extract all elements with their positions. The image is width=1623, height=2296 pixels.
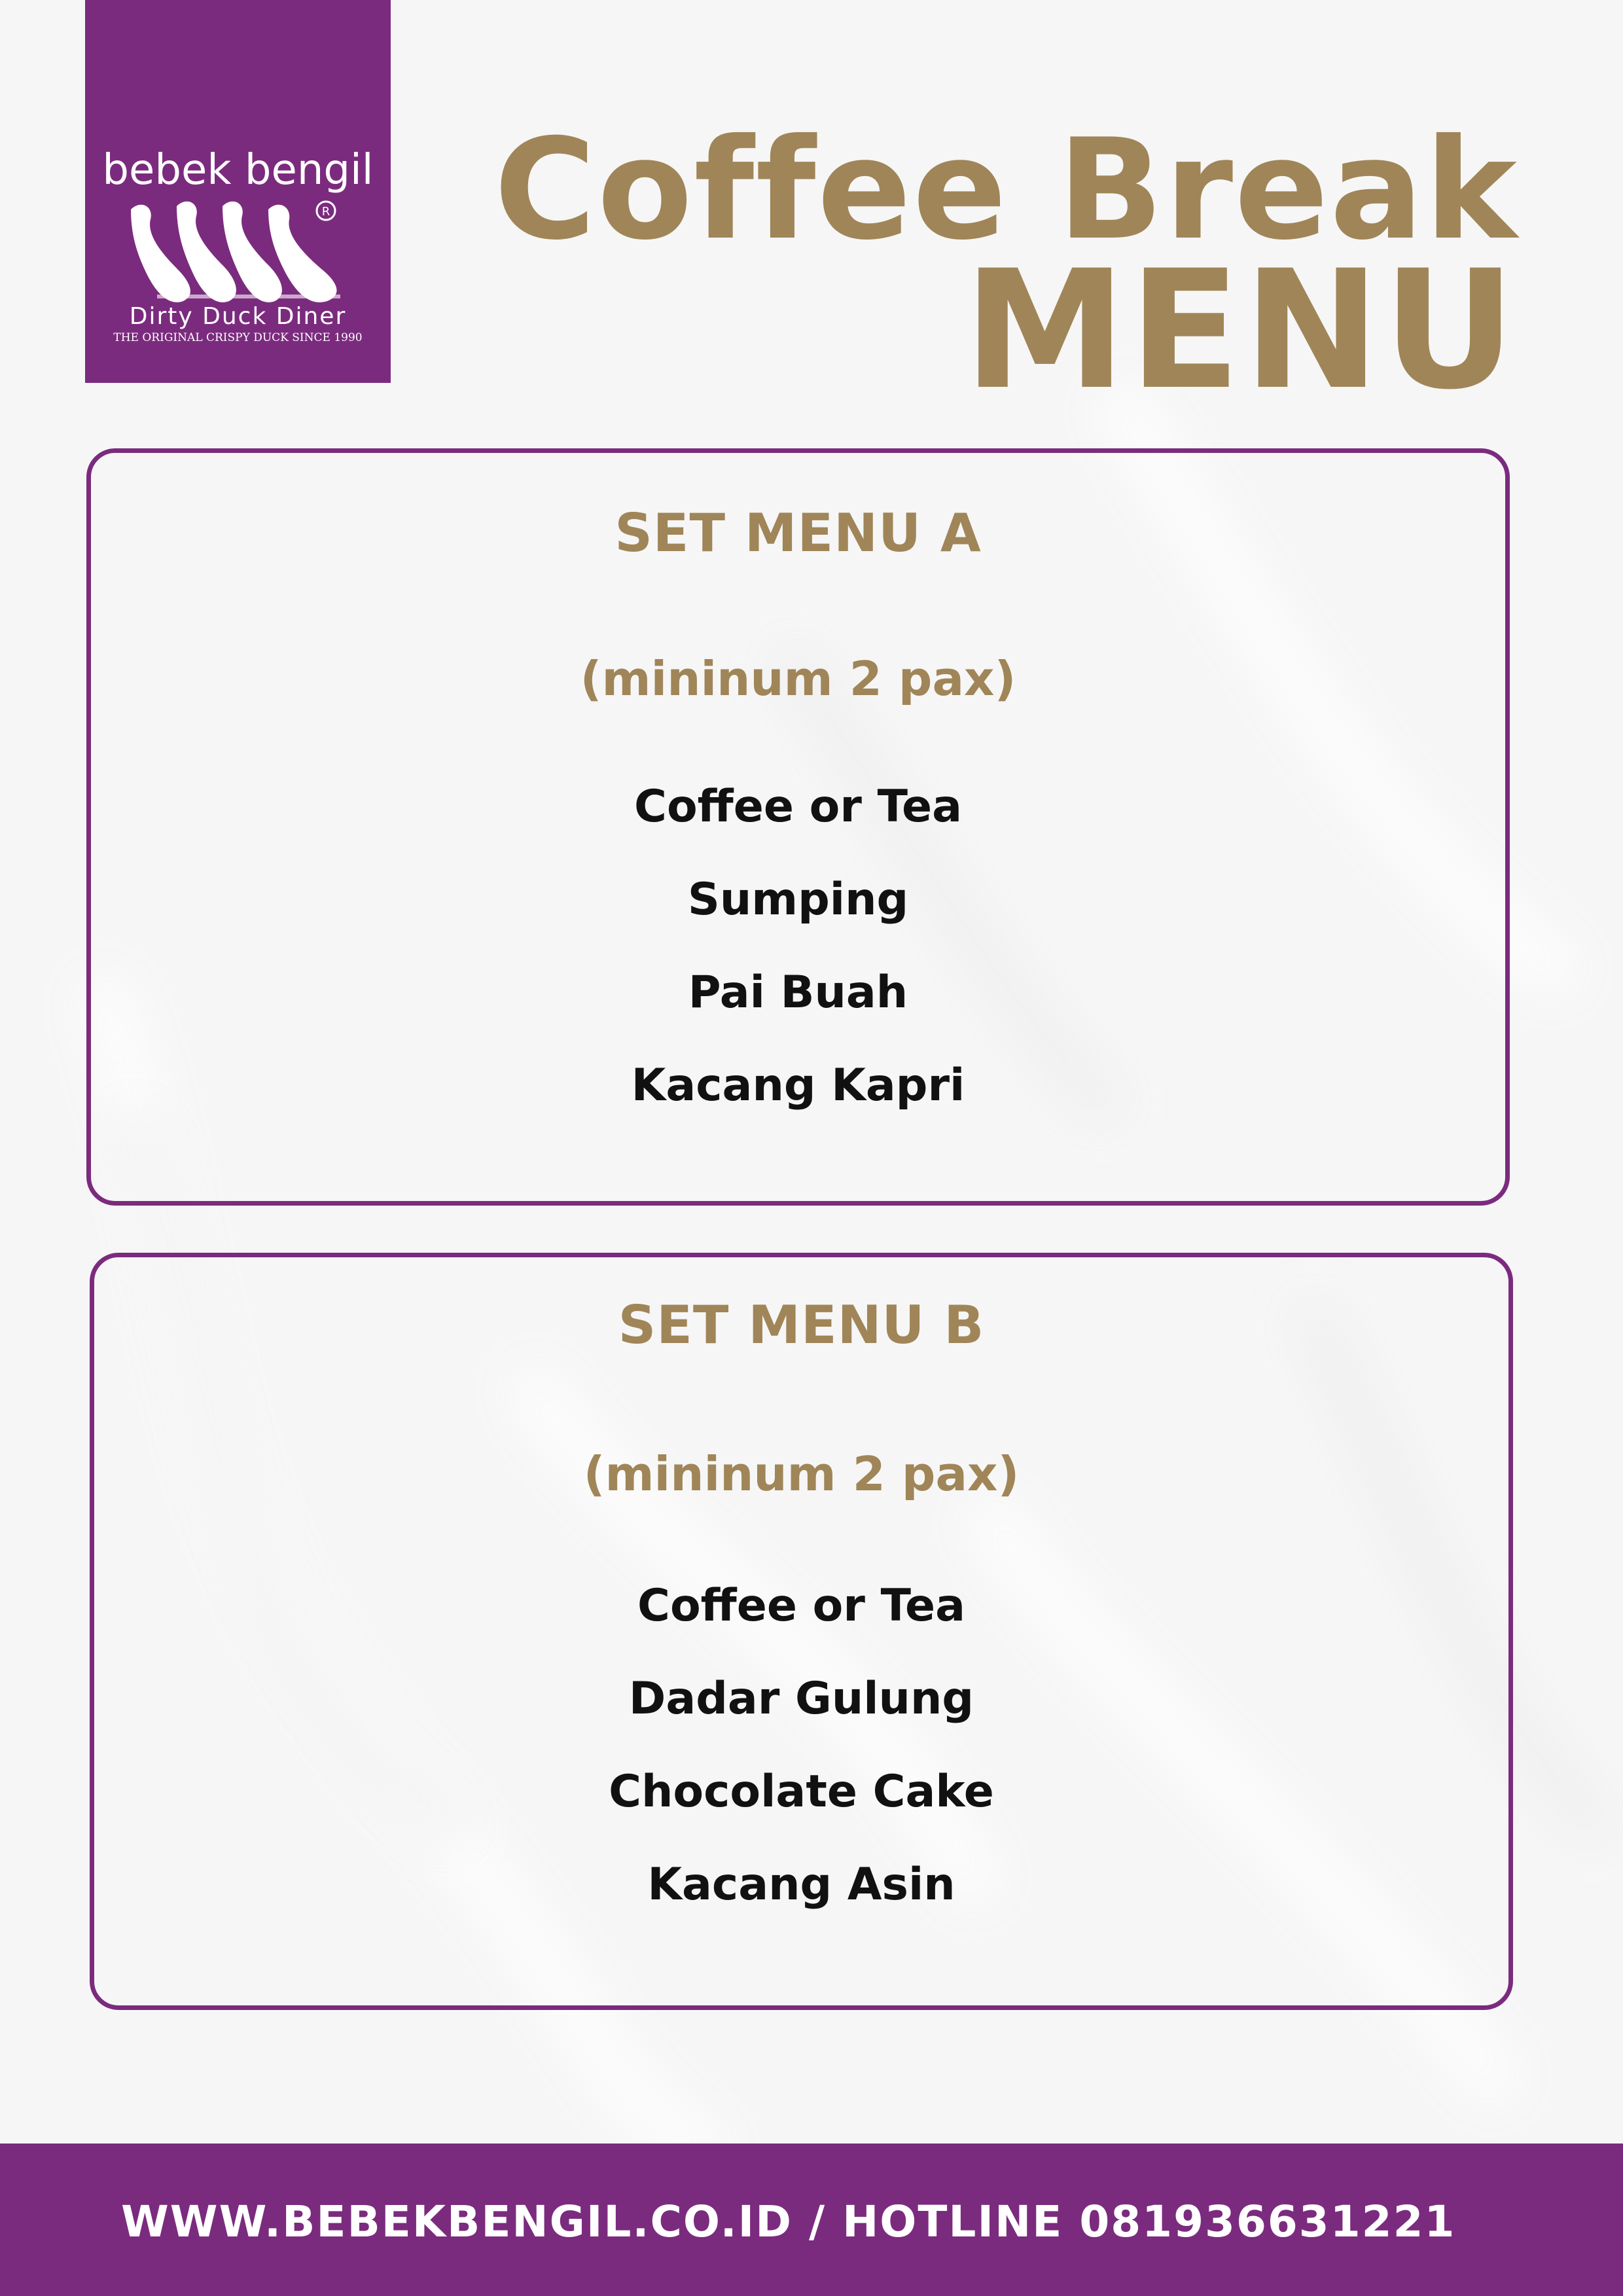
menu-item: Dadar Gulung <box>628 1673 974 1725</box>
menu-item: Coffee or Tea <box>634 781 962 833</box>
menu-item: Chocolate Cake <box>609 1766 994 1818</box>
logo-name: bebek bengil <box>102 146 374 194</box>
menu-item-list <box>94 1560 1508 1931</box>
footer-bar <box>0 2144 1623 2296</box>
set-menu-heading: SET MENU A <box>615 503 982 564</box>
page-title: Coffee Break <box>493 109 1518 270</box>
set-menu-b-card <box>90 1253 1513 2010</box>
menu-item: Sumping <box>687 874 909 925</box>
menu-item: Kacang Kapri <box>631 1060 965 1111</box>
menu-item-list <box>91 761 1505 1132</box>
menu-item: Coffee or Tea <box>637 1580 965 1632</box>
footer-contact: WWW.BEBEKBENGIL.CO.ID / HOTLINE 081936631221 <box>121 2197 1456 2247</box>
svg-text:R: R <box>321 205 330 219</box>
set-menu-a-card <box>86 448 1510 1206</box>
ducks-icon <box>118 196 360 308</box>
set-menu-heading: SET MENU B <box>618 1295 985 1355</box>
set-menu-minimum: (mininum 2 pax) <box>583 1446 1020 1501</box>
page-title-menu: MENU <box>963 235 1518 425</box>
logo-since: THE ORIGINAL CRISPY DUCK SINCE 1990 <box>113 331 363 344</box>
menu-item: Pai Buah <box>688 967 908 1018</box>
logo-tagline: Dirty Duck Diner <box>129 303 347 330</box>
brand-logo <box>85 0 391 383</box>
set-menu-minimum: (mininum 2 pax) <box>580 651 1016 706</box>
menu-item: Kacang Asin <box>647 1859 955 1910</box>
